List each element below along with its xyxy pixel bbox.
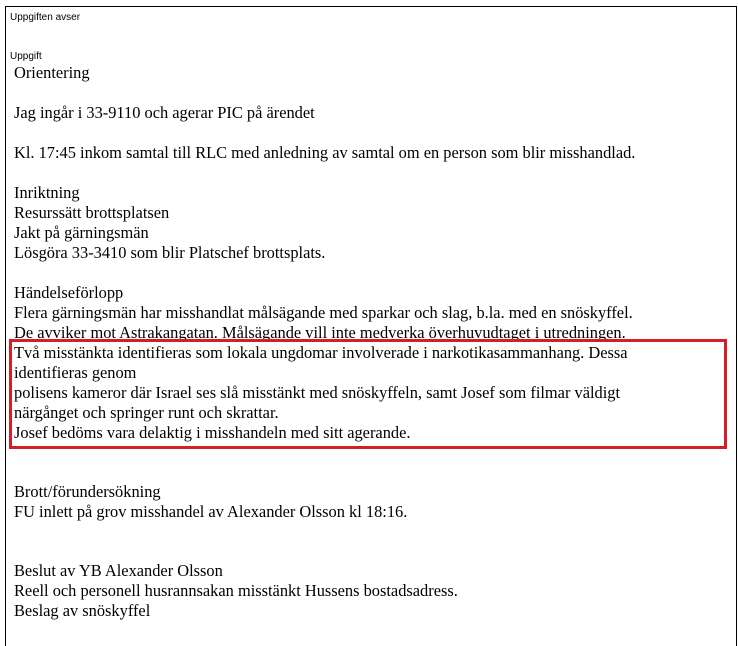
field-label-task: Uppgift	[10, 51, 42, 62]
direction-item: Jakt på gärningsmän	[14, 223, 149, 242]
events-line: identifieras genom	[14, 363, 137, 382]
events-line: Två misstänkta identifieras som lokala ungdomar involverade i narkotikasammanhang. Dessa	[14, 343, 628, 362]
task-text-body	[14, 63, 736, 621]
crime-heading: Brott/förundersökning	[14, 482, 161, 501]
decision-heading: Beslut av YB Alexander Olsson	[14, 561, 223, 580]
field-label-subject: Uppgiften avser	[10, 12, 81, 23]
orientation-line-2: Kl. 17:45 inkom samtal till RLC med anledning av samtal om en person som blir misshandlad.	[14, 143, 636, 162]
events-line: Flera gärningsmän har misshandlat målsägande med sparkar och slag, b.la. med en snöskyffel.	[14, 303, 633, 322]
events-line: polisens kameror där Israel ses slå misstänkt med snöskyffeln, samt Josef som filmar väldigt	[14, 383, 621, 402]
events-heading: Händelseförlopp	[14, 283, 124, 302]
direction-item: Resurssätt brottsplatsen	[14, 203, 170, 222]
decision-line-2: Beslag av snöskyffel	[14, 601, 151, 620]
decision-line-1: Reell och personell husrannsakan misstänkt Hussens bostadsadress.	[14, 581, 458, 600]
events-line: närgånget och springer runt och skrattar.	[14, 403, 279, 422]
crime-line-1: FU inlett på grov misshandel av Alexander Olsson kl 18:16.	[14, 502, 408, 521]
orientation-heading: Orientering	[14, 63, 90, 82]
direction-item: Lösgöra 33-3410 som blir Platschef brottsplats.	[14, 243, 326, 262]
events-line: Josef bedöms vara delaktig i misshandeln med sitt agerande.	[14, 423, 411, 442]
orientation-line-1: Jag ingår i 33-9110 och agerar PIC på ärendet	[14, 103, 315, 122]
events-line: De avviker mot Astrakangatan. Målsägande vill inte medverka överhuvudtaget i utredningen.	[14, 323, 626, 342]
direction-heading: Inriktning	[14, 183, 80, 202]
